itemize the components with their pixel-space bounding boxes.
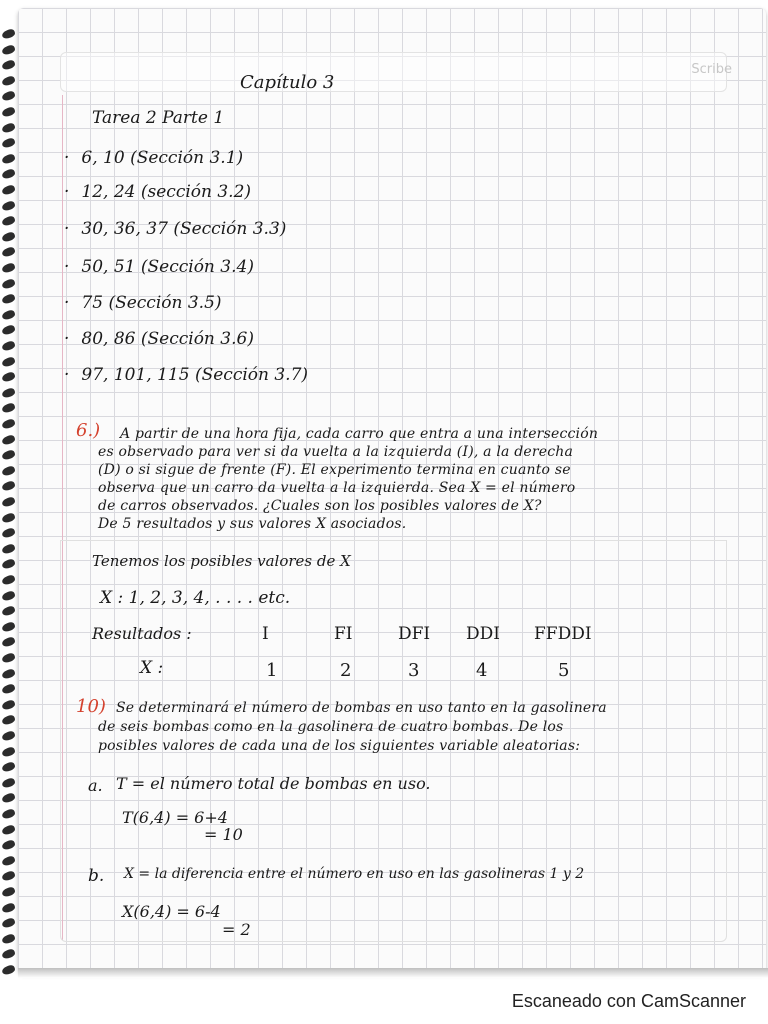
- spiral-ring: [1, 777, 16, 789]
- x-row-label: X :: [140, 658, 164, 678]
- spiral-ring: [1, 605, 16, 617]
- task-text: 30, 36, 37 (Sección 3.3): [81, 219, 287, 239]
- spiral-ring: [1, 324, 16, 336]
- task-item: [64, 148, 243, 168]
- spiral-ring: [1, 28, 16, 40]
- task-text: 6, 10 (Sección 3.1): [81, 148, 244, 168]
- task-item: [64, 219, 286, 239]
- spiral-ring: [1, 106, 16, 118]
- x-value-cell: 1: [266, 660, 278, 681]
- part-a-text: T = el número total de bombas en uso.: [116, 774, 431, 793]
- page-edge: [18, 968, 768, 978]
- spiral-ring: [1, 699, 16, 711]
- problem-6-line: (D) o si sigue de frente (F). El experimento termina en cuanto se: [98, 462, 571, 478]
- spiral-ring: [1, 340, 16, 352]
- problem-10-number: 10): [76, 696, 106, 717]
- spiral-ring: [1, 153, 16, 165]
- spiral-ring: [1, 652, 16, 664]
- problem-10-line: posibles valores de cada una de los siguientes variable aleatorias:: [98, 738, 581, 754]
- spiral-ring: [1, 44, 16, 56]
- spiral-ring: [1, 90, 16, 102]
- problem-6-line: observa que un carro da vuelta a la izquierda. Sea X = el número: [98, 480, 576, 496]
- x-value-cell: 4: [476, 660, 488, 681]
- spiral-ring: [1, 200, 16, 212]
- spiral-ring: [1, 855, 16, 867]
- spiral-ring: [1, 184, 16, 196]
- spiral-ring: [1, 402, 16, 414]
- outcome-cell: DFI: [398, 624, 431, 644]
- problem-6-line: De 5 resultados y sus valores X asociados.: [98, 516, 407, 532]
- results-label: Resultados :: [92, 624, 192, 643]
- spiral-ring: [1, 886, 16, 898]
- notebook-brand: Scribe: [691, 62, 732, 77]
- outcome-cell: I: [262, 624, 269, 644]
- problem-6-number: 6.): [76, 420, 101, 441]
- task-item: [64, 257, 254, 277]
- spiral-ring: [1, 730, 16, 742]
- outcome-cell: FI: [334, 624, 353, 644]
- bullet-icon: ·: [64, 293, 70, 313]
- chapter-title: Capítulo 3: [240, 72, 335, 93]
- outcome-cell: FFDDI: [534, 624, 592, 644]
- spiral-ring: [1, 870, 16, 882]
- task-item: [64, 365, 308, 385]
- part-b-label: b.: [88, 866, 105, 886]
- problem-6-line: A partir de una hora fija, cada carro que entra a una intersección: [120, 426, 599, 442]
- spiral-ring: [1, 231, 16, 243]
- part-b-result: = 2: [222, 920, 251, 939]
- notebook-spiral: [0, 0, 18, 980]
- spiral-ring: [1, 761, 16, 773]
- task-text: 12, 24 (sección 3.2): [81, 182, 252, 202]
- spiral-ring: [1, 683, 16, 695]
- spiral-ring: [1, 948, 16, 960]
- x-value-cell: 5: [558, 660, 570, 681]
- spiral-ring: [1, 714, 16, 726]
- bullet-icon: ·: [64, 257, 70, 277]
- spiral-ring: [1, 387, 16, 399]
- spiral-ring: [1, 902, 16, 914]
- task-text: 75 (Sección 3.5): [81, 293, 222, 313]
- spiral-ring: [1, 309, 16, 321]
- task-text: 80, 86 (Sección 3.6): [81, 329, 254, 349]
- spiral-ring: [1, 215, 16, 227]
- spiral-ring: [1, 574, 16, 586]
- spiral-ring: [1, 792, 16, 804]
- answer-intro: Tenemos los posibles valores de X: [92, 552, 351, 570]
- spiral-ring: [1, 933, 16, 945]
- spiral-ring: [1, 246, 16, 258]
- part-b-calc: X(6,4) = 6-4: [122, 902, 221, 921]
- spiral-ring: [1, 480, 16, 492]
- spiral-ring: [1, 512, 16, 524]
- problem-6-line: es observado para ver si da vuelta a la izquierda (I), a la derecha: [98, 444, 574, 460]
- spiral-ring: [1, 668, 16, 680]
- bullet-icon: ·: [64, 365, 70, 385]
- part-a-calc: T(6,4) = 6+4: [122, 808, 228, 827]
- task-text: 50, 51 (Sección 3.4): [81, 257, 254, 277]
- spiral-ring: [1, 59, 16, 71]
- bullet-icon: ·: [64, 182, 70, 202]
- spiral-ring: [1, 137, 16, 149]
- part-a-result: = 10: [204, 825, 243, 844]
- spiral-ring: [1, 543, 16, 555]
- spiral-ring: [1, 434, 16, 446]
- spiral-ring: [1, 465, 16, 477]
- problem-6-line: de carros observados. ¿Cuales son los posibles valores de X?: [98, 498, 542, 514]
- task-item: [64, 329, 254, 349]
- spiral-ring: [1, 122, 16, 134]
- scanner-watermark: Escaneado con CamScanner: [511, 991, 746, 1011]
- spiral-ring: [1, 418, 16, 430]
- x-value-cell: 3: [408, 660, 420, 681]
- spiral-ring: [1, 168, 16, 180]
- part-b-text: X = la diferencia entre el número en uso en las gasolineras 1 y 2: [124, 866, 585, 882]
- spiral-ring: [1, 590, 16, 602]
- spiral-ring: [1, 964, 16, 976]
- spiral-ring: [1, 746, 16, 758]
- spiral-ring: [1, 558, 16, 570]
- spiral-ring: [1, 621, 16, 633]
- spiral-ring: [1, 527, 16, 539]
- spiral-ring: [1, 449, 16, 461]
- spiral-ring: [1, 356, 16, 368]
- problem-10-line: Se determinará el número de bombas en uso tanto en la gasolinera: [116, 700, 607, 716]
- assignment-title: Tarea 2 Parte 1: [92, 108, 225, 128]
- part-a-label: a.: [88, 776, 103, 795]
- spiral-ring: [1, 496, 16, 508]
- spiral-ring: [1, 278, 16, 290]
- spiral-ring: [1, 636, 16, 648]
- spiral-ring: [1, 262, 16, 274]
- spiral-ring: [1, 75, 16, 87]
- spiral-ring: [1, 824, 16, 836]
- task-item: [64, 293, 222, 313]
- spiral-ring: [1, 808, 16, 820]
- page-header-box: [60, 52, 727, 92]
- problem-10-line: de seis bombas como en la gasolinera de cuatro bombas. De los: [98, 719, 564, 735]
- bullet-icon: ·: [64, 148, 70, 168]
- spiral-ring: [1, 917, 16, 929]
- x-values: X : 1, 2, 3, 4, . . . . etc.: [100, 588, 291, 608]
- task-text: 97, 101, 115 (Sección 3.7): [81, 365, 309, 385]
- bullet-icon: ·: [64, 329, 70, 349]
- spiral-ring: [1, 371, 16, 383]
- outcome-cell: DDI: [466, 624, 500, 644]
- task-item: [64, 182, 251, 202]
- bullet-icon: ·: [64, 219, 70, 239]
- spiral-ring: [1, 839, 16, 851]
- x-value-cell: 2: [340, 660, 352, 681]
- spiral-ring: [1, 293, 16, 305]
